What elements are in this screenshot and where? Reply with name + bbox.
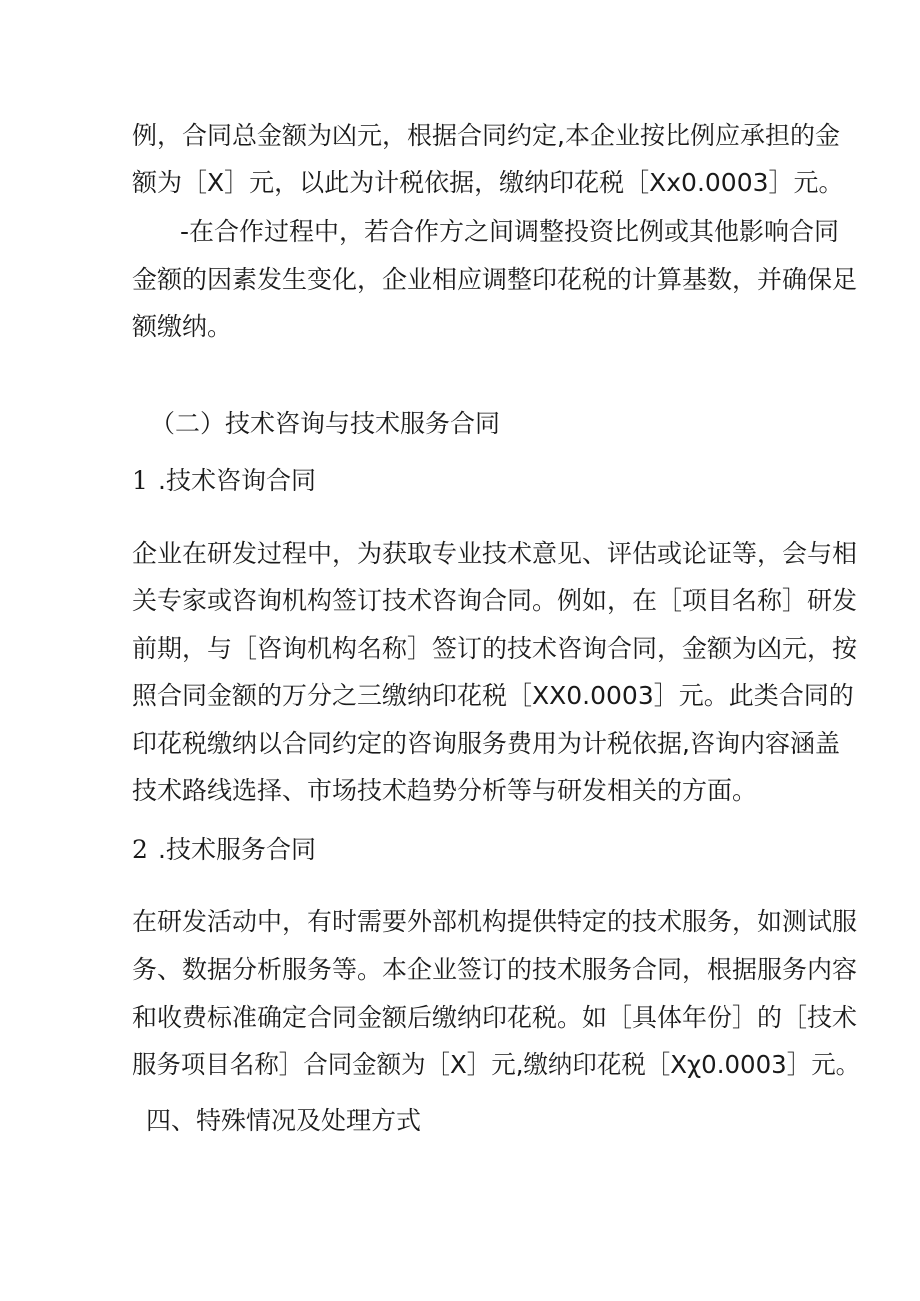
paragraph-line: 关专家或咨询机构签订技术咨询合同。例如，在［项目名称］研发 <box>132 586 858 615</box>
paragraph-line: 印花税缴纳以合同约定的咨询服务费用为计税依据,咨询内容涵盖 <box>132 729 840 758</box>
subsection-title: .技术服务合同 <box>158 835 316 864</box>
paragraph-line: 额为［X］元，以此为计税依据，缴纳印花税［Xx0.0003］元。 <box>132 168 844 197</box>
subsection-heading <box>132 833 316 867</box>
paragraph-line: 和收费标准确定合同金额后缴纳印花税。如［具体年份］的［技术 <box>132 1003 858 1032</box>
paragraph-line: 在研发活动中，有时需要外部机构提供特定的技术服务，如测试服 <box>132 907 858 936</box>
paragraph-line: 务、数据分析服务等。本企业签订的技术服务合同，根据服务内容 <box>132 955 858 984</box>
paragraph-line: 金额的因素发生变化，企业相应调整印花税的计算基数，并确保足 <box>132 265 858 294</box>
subsection-title: .技术咨询合同 <box>158 466 316 495</box>
paragraph-line: 额缴纳。 <box>132 312 233 341</box>
subsection-number: 2 <box>132 835 148 864</box>
paragraph-line: 例，合同总金额为凶元，根据合同约定,本企业按比例应承担的金 <box>132 121 840 150</box>
paragraph-line: -在合作过程中，若合作方之间调整投资比例或其他影响合同 <box>180 217 840 246</box>
paragraph-line: 技术路线选择、市场技术趋势分析等与研发相关的方面。 <box>132 776 758 805</box>
paragraph-line: 企业在研发过程中，为获取专业技术意见、评估或论证等，会与相 <box>132 539 858 568</box>
subsection-number: 1 <box>132 466 148 495</box>
paragraph-line: 照合同金额的万分之三缴纳印花税［XX0.0003］元。此类合同的 <box>132 681 854 710</box>
chapter-heading: 四、特殊情况及处理方式 <box>146 1106 422 1135</box>
subsection-heading <box>132 464 316 498</box>
section-heading: （二）技术咨询与技术服务合同 <box>150 409 501 438</box>
paragraph-line: 前期，与［咨询机构名称］签订的技术咨询合同，金额为凶元，按 <box>132 634 858 663</box>
paragraph-line: 服务项目名称］合同金额为［X］元,缴纳印花税［Xχ0.0003］元。 <box>132 1050 861 1079</box>
